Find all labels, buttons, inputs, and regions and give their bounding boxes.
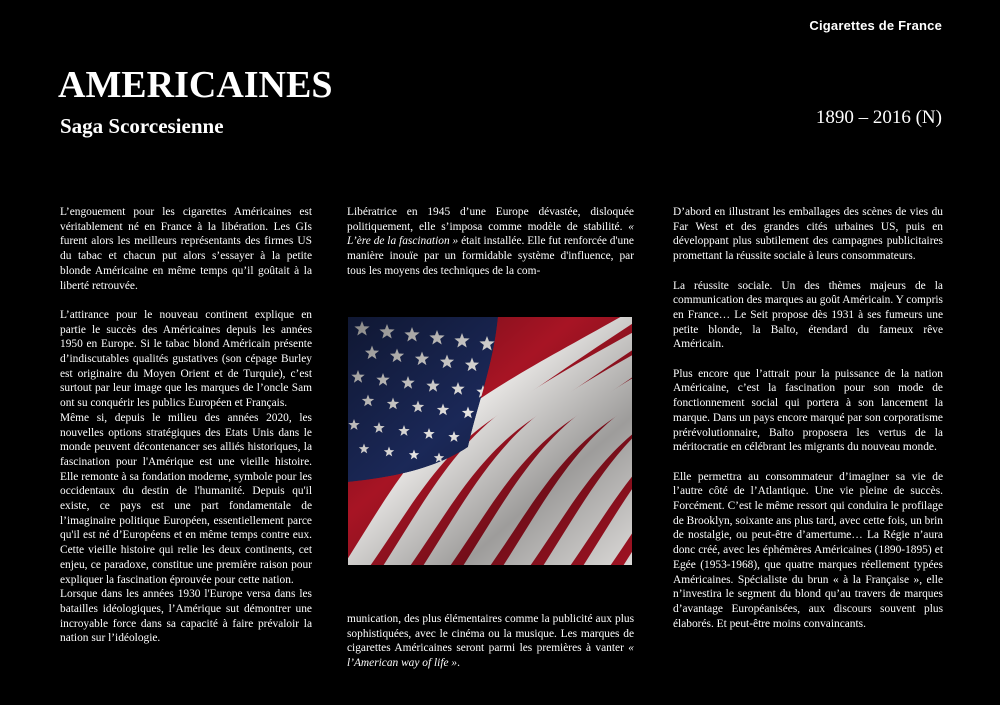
column-2-top — [347, 205, 634, 279]
text: Libératrice en 1945 d’une Europe dévastée, disloquée politiquement, elle s’imposa comme modèle de stabilité. — [347, 206, 634, 233]
flag-illustration — [348, 317, 632, 565]
paragraph — [347, 612, 634, 671]
column-2-bottom — [347, 612, 634, 671]
quote: « L’ère de la fascination » — [347, 220, 634, 248]
paragraph: L’attirance pour le nouveau continent explique en partie le succès des Américaines depuis les années 1950 en Europe. Si le tabac blond Américain présente d’indiscutables qualités gustatives (son cépage Burley est originaire du Moyen Orient et de Turquie), c’est surtout par leur image que les marques de l’oncle Sam ont su conquérir les publics Européen et Français. — [60, 308, 312, 410]
paragraph — [347, 205, 634, 279]
quote: « l’American way of life » — [347, 642, 634, 670]
page-subtitle: Saga Scorcesienne — [60, 114, 224, 138]
paragraph: Elle permettra au consommateur d’imaginer sa vie de l’autre côté de l’Atlantique. Une vie pleine de succès. Forcément. C’est le même ressort qui conduira le profilage de Brooklyn, soixante ans plus tard, avec cette fois, un brin de nostalgie, ou peut-être d’amertume… La Régie n’aura donc créé, avec les éphémères Américaines (1890-1895) et Egée (1953-1968), que quatre marques réellement typées Américaines. Spécialiste du brun « à la Française », elle n’investira le segment du blond qu’au travers de marques d’avantage Européanisées, aux discours souvent plus élaborés. Et peut-être moins convaincants. — [673, 470, 943, 630]
brand-name: Cigarettes de France — [809, 18, 942, 33]
paragraph: La réussite sociale. Un des thèmes majeurs de la communication des marques au goût Américain. Y compris en France… Le Seit propose dès 1931 à ses fumeurs une petite blonde, la Balto, étendard du fameux rêve Américain. — [673, 279, 943, 351]
text: . — [457, 657, 460, 670]
page-title: AMERICAINES — [58, 64, 333, 106]
paragraph: D’abord en illustrant les emballages des scènes de vies du Far West et des grandes cités urbaines US, puis en développant plus subtilement des campagnes publicitaires promettant la réussite sociale à leurs consommateurs. — [673, 206, 943, 263]
column-1 — [60, 205, 312, 646]
text: était installée. Elle fut renforcée d'une manière inouïe par un formidable système d'influence, par tous les moyens des techniques de la com- — [347, 235, 634, 277]
text: munication, des plus élémentaires comme la publicité aux plus sophistiquées, avec le cinéma ou la musique. Les marques de cigarettes Américaines seront parmi les premières à vanter — [347, 613, 634, 655]
column-3 — [673, 205, 943, 631]
paragraph: Lorsque dans les années 1930 l'Europe versa dans les batailles idéologiques, l’Amérique sut démontrer une incroyable force dans sa capacité à faire prévaloir la nation sur l’idéologie. — [60, 588, 312, 645]
paragraph: Même si, depuis le milieu des années 2020, les nouvelles options stratégiques des Etats Unis dans le monde peuvent décontenancer ses alliés historiques, la fascination pour l'Amérique est une vieille histoire. Elle remonte à sa fondation moderne, symbole pour les occidentaux du destin de l'humanité. Depuis qu'il existe, ce pays est une part fondamentale de l’imaginaire politique Européen, essentiellement parce qu'il est né d’Européens et en même temps contre eux. Cette vieille histoire qui relie les deux continents, cet enjeu, ce paradoxe, constitue une première raison pour expliquer la fascination éprouvée pour cette nation. — [60, 411, 312, 586]
paragraph: L’engouement pour les cigarettes Américaines est véritablement né en France à la libération. Les GIs furent alors les meilleurs représentants des firmes US du tabac et chacun put alors s’essayer à la petite blonde Américaine en même temps qu’il goûtait à la liberté retrouvée. — [60, 206, 312, 292]
date-range: 1890 – 2016 (N) — [815, 107, 942, 128]
paragraph: Plus encore que l’attrait pour la puissance de la nation Américaine, c’est la fascination pour son mode de fonctionnement social qui portera à son lancement la marque. Dans un pays encore marqué par son corporatisme prérévolutionnaire, Balto proposera les vertus de la méritocratie en célébrant les migrants du nouveau monde. — [673, 367, 943, 454]
american-flag-image — [348, 317, 632, 565]
